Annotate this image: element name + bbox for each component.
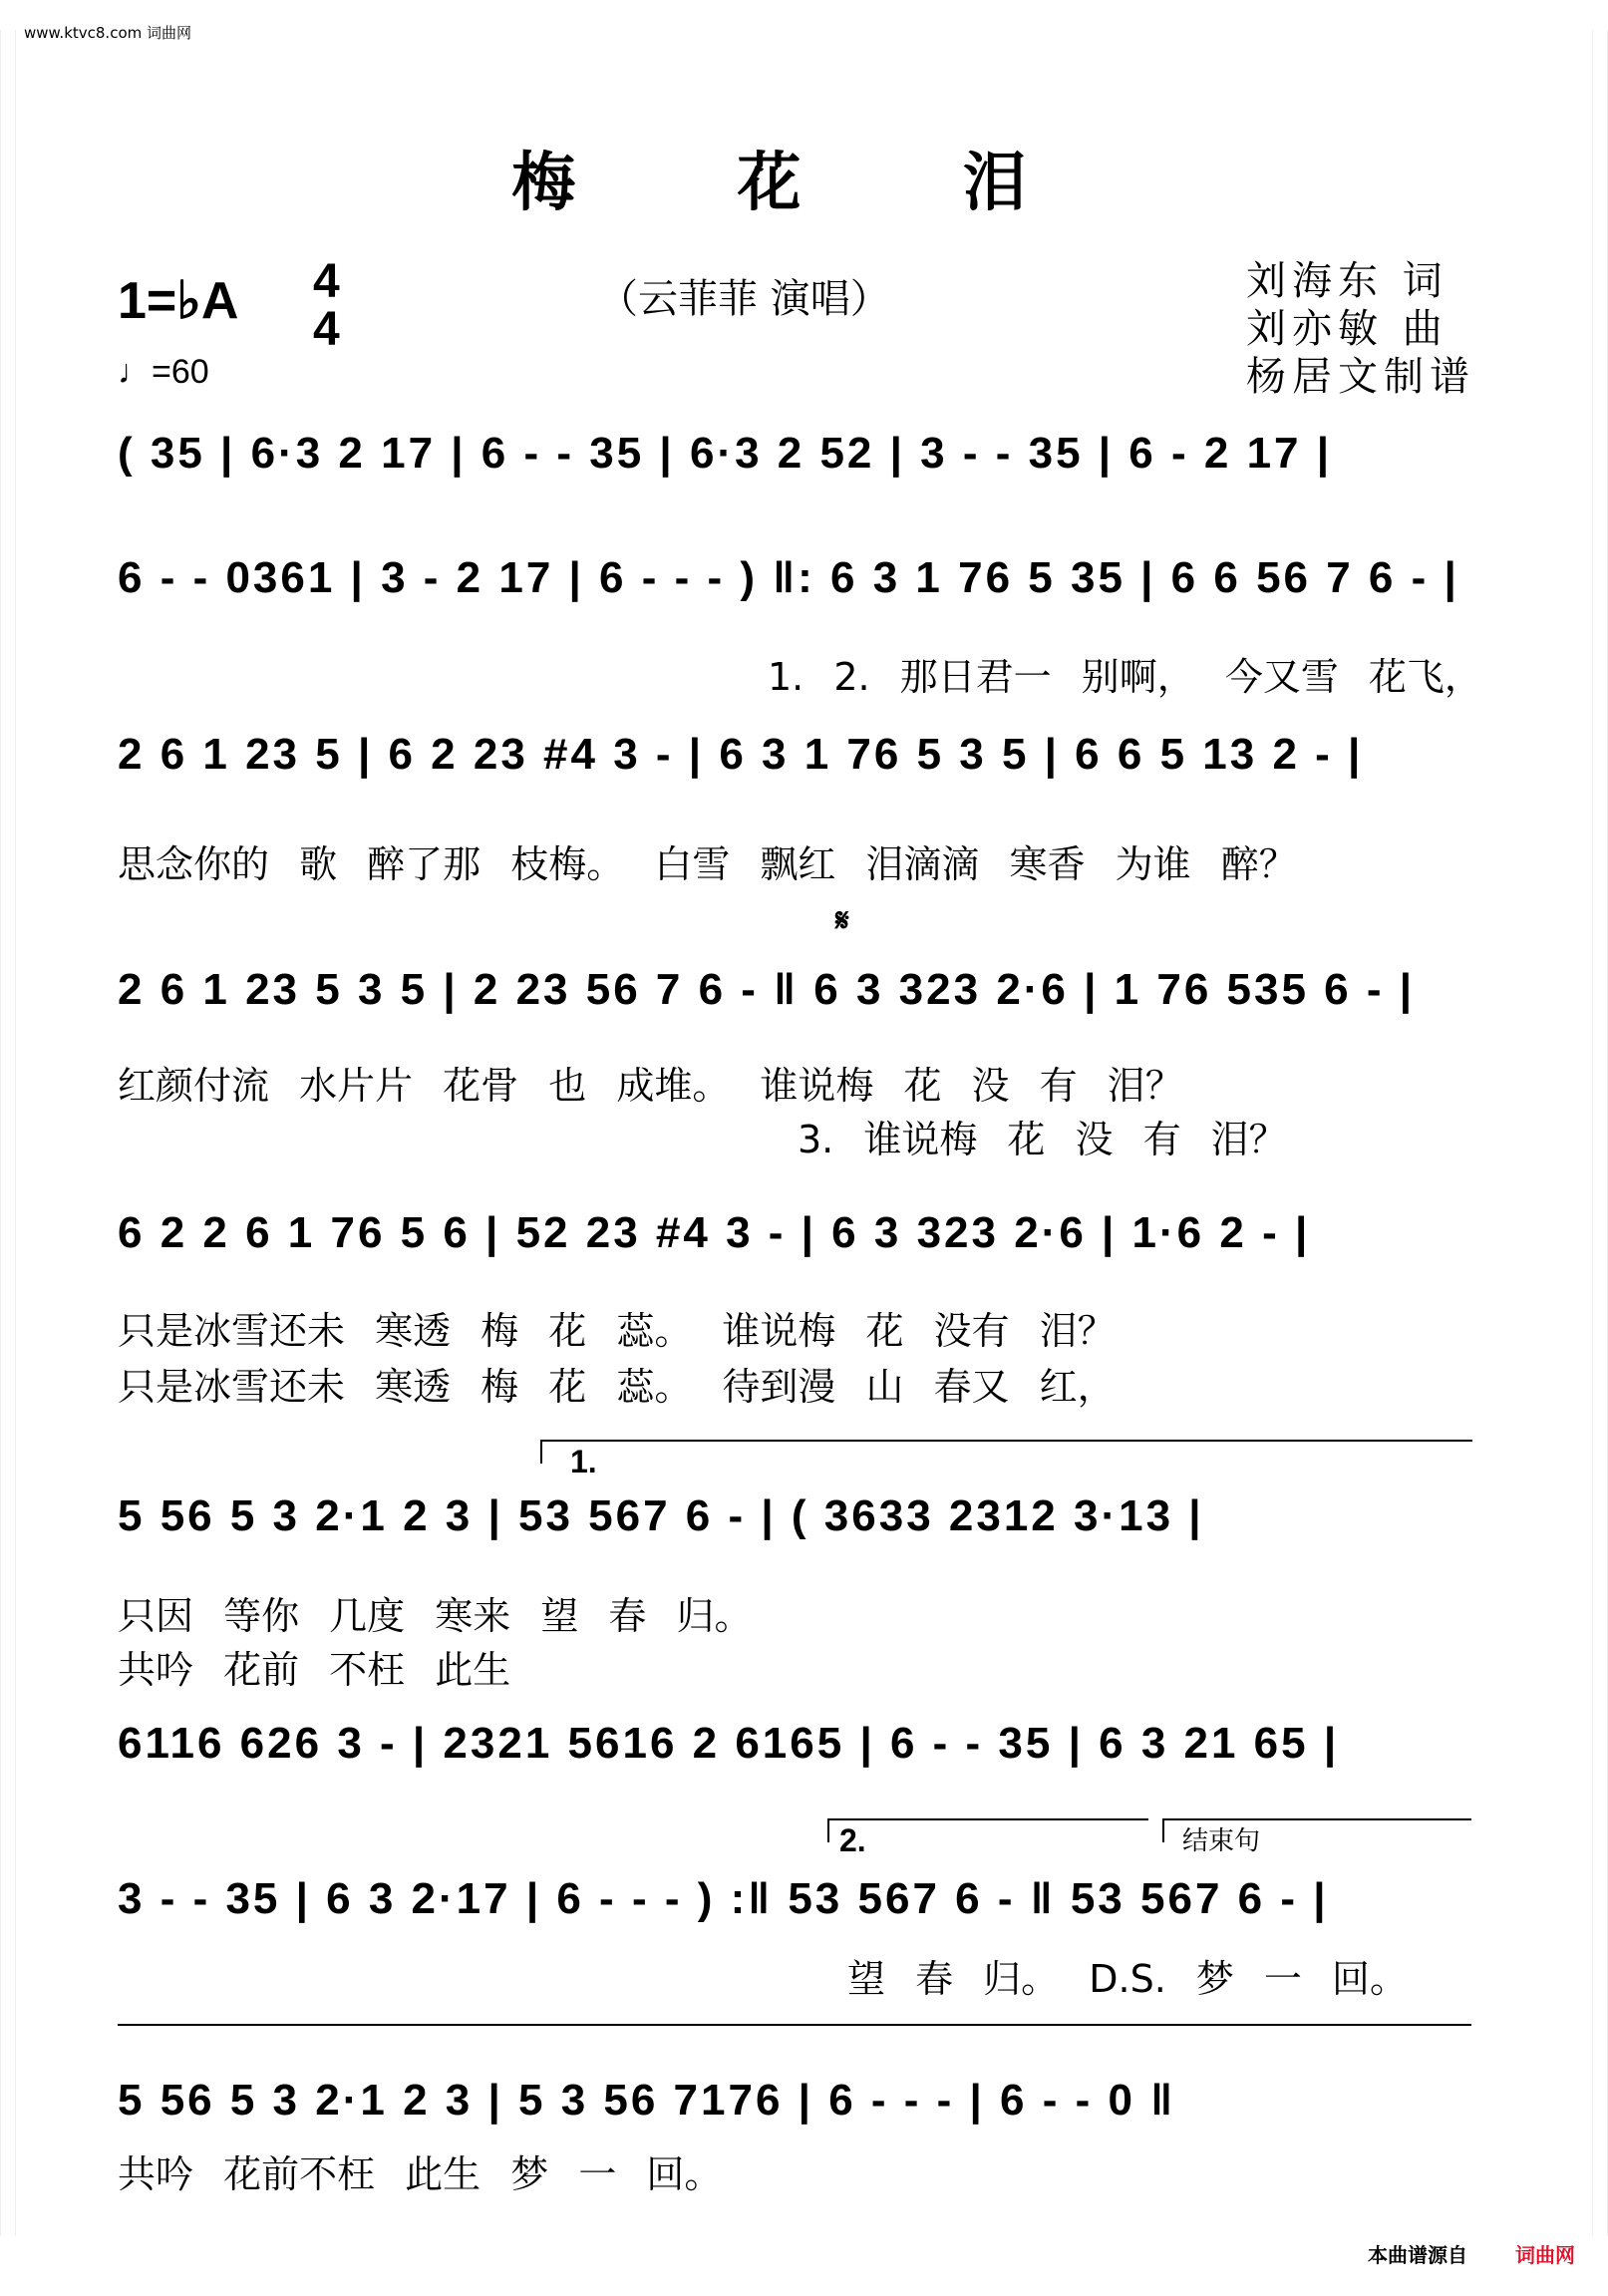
coda-label: 结束句	[1182, 1826, 1261, 1856]
score-row-9-notes: 5 56 5 3 2·1 2 3 | 5 3 56 7176 | 6 - - - | 6 - - 0 ‖	[118, 2076, 1176, 2125]
segno-sign: 𝄋	[835, 902, 849, 938]
score-row-4-lyrics-verse3: 3. 谁说梅 花 没 有 泪？	[798, 1118, 1287, 1161]
score-row-6-lyrics: 只因 等你 几度 寒来 望 春 归。	[118, 1594, 753, 1638]
coda-bracket-tick	[1162, 1818, 1164, 1842]
score-row-8-notes: 3 - - 35 | 6 3 2·17 | 6 - - - ) :‖ 53 567 6 - ‖ 53 567 6 - |	[118, 1874, 1329, 1923]
song-title: 梅 花 泪	[511, 146, 1097, 220]
lyricist-credit: 刘海东 词	[1246, 258, 1448, 304]
score-row-3-notes: 2 6 1 23 5 | 6 2 23 #4 3 - | 6 3 1 76 5 3 5 | 6 6 5 13 2 - |	[118, 730, 1364, 779]
time-signature-bottom: 4	[313, 303, 340, 356]
key-signature: 1=♭A	[118, 272, 239, 330]
right-watermark-strip	[1592, 30, 1608, 2236]
tempo-marking: ♩=60	[118, 353, 209, 391]
score-row-7-notes: 6116 626 3 - | 2321 5616 2 6165 | 6 - - 35 | 6 3 21 65 |	[118, 1719, 1340, 1768]
singer-credit: （云菲菲 演唱）	[598, 276, 890, 322]
score-row-4-notes: 2 6 1 23 5 3 5 | 2 23 56 7 6 - ‖ 6 3 323 2·6 | 1 76 535 6 - |	[118, 965, 1416, 1014]
ending-1-label: 1.	[570, 1444, 597, 1479]
score-row-6-notes: 5 56 5 3 2·1 2 3 | 53 567 6 - | ( 3633 2312 3·13 |	[118, 1491, 1204, 1540]
time-signature-top: 4	[313, 255, 340, 308]
footer-source-text: 本曲谱源自	[1368, 2243, 1467, 2267]
ending-2-bracket-tick	[827, 1818, 829, 1842]
ending-1-bracket	[540, 1440, 1472, 1442]
score-row-5-lyrics-alt: 只是冰雪还未 寒透 梅 花 蕊。 待到漫 山 春又 红，	[118, 1365, 1116, 1409]
ending-2-label: 2.	[839, 1822, 866, 1858]
score-row-2-lyrics: 1. 2. 那日君一 别啊， 今又雪 花飞，	[768, 655, 1482, 699]
score-row-3-lyrics: 思念你的 歌 醉了那 枝梅。 白雪 飘红 泪滴滴 寒香 为谁 醉？	[118, 842, 1297, 886]
score-row-1-notes: ( 35 | 6·3 2 17 | 6 - - 35 | 6·3 2 52 | 3 - - 35 | 6 - 2 17 |	[118, 429, 1333, 478]
score-row-5-notes: 6 2 2 6 1 76 5 6 | 52 23 #4 3 - | 6 3 323 2·6 | 1·6 2 - |	[118, 1208, 1311, 1257]
score-row-2-notes: 6 - - 0361 | 3 - 2 17 | 6 - - - ) ‖: 6 3 1 76 5 35 | 6 6 56 7 6 - |	[118, 553, 1459, 602]
ending-1-bracket-tick	[540, 1440, 542, 1464]
score-row-9-lyrics: 共吟 花前不枉 此生 梦 一 回。	[118, 2152, 723, 2196]
left-watermark-strip	[0, 30, 16, 2236]
score-row-6-lyrics-alt: 共吟 花前 不枉 此生	[118, 1648, 511, 1692]
composer-credit: 刘亦敏 曲	[1246, 306, 1448, 352]
transcriber-credit: 杨居文制谱	[1246, 354, 1475, 400]
score-row-5-lyrics: 只是冰雪还未 寒透 梅 花 蕊。 谁说梅 花 没有 泪？	[118, 1309, 1116, 1353]
final-row-bracket	[118, 2024, 1471, 2026]
ending-2-bracket	[827, 1818, 1148, 1820]
footer-brand-link[interactable]: 词曲网	[1515, 2243, 1575, 2267]
score-row-8-lyrics: 望 春 归。 D.S. 梦 一 回。	[847, 1957, 1409, 2001]
site-header: www.ktvc8.com 词曲网	[24, 24, 192, 42]
score-row-4-lyrics: 红颜付流 水片片 花骨 也 成堆。 谁说梅 花 没 有 泪？	[118, 1064, 1183, 1108]
